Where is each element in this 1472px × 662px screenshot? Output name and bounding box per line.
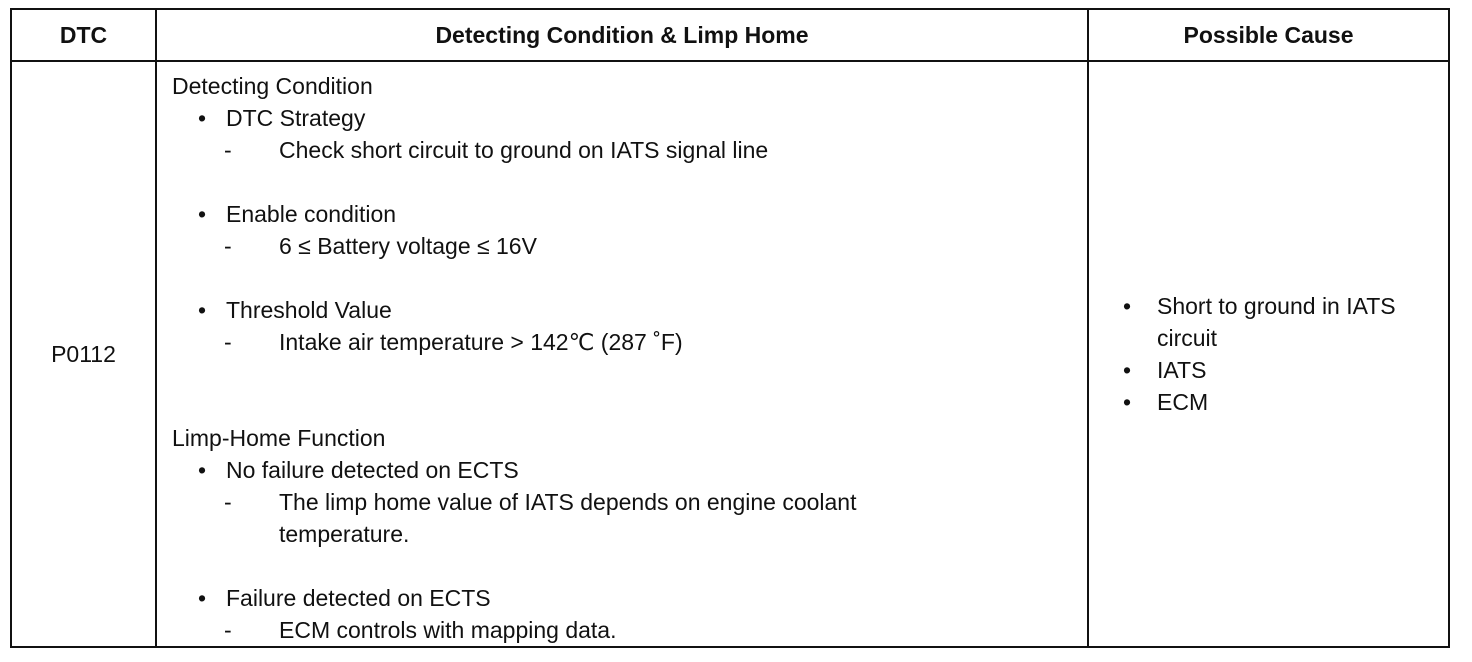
list-item (1123, 290, 1448, 354)
bullet-icon: • (1123, 357, 1132, 383)
list-item-detail (224, 326, 1087, 358)
item-label: Failure detected on ECTS (226, 585, 491, 611)
item-detail: The limp home value of IATS depends on engine coolant temperature. (279, 489, 857, 547)
item-label: Threshold Value (226, 297, 392, 323)
dtc-code: P0112 (11, 61, 156, 647)
cause-list (1089, 290, 1448, 418)
list-item (1123, 354, 1448, 386)
list-item-detail (224, 614, 1087, 646)
dash-icon: - (224, 489, 232, 515)
list-item-detail (224, 230, 1087, 262)
item-detail: 6 ≤ Battery voltage ≤ 16V (279, 233, 537, 259)
item-label: Enable condition (226, 201, 397, 227)
bullet-icon: • (198, 105, 207, 131)
bullet-icon: • (198, 585, 207, 611)
item-label: DTC Strategy (226, 105, 366, 131)
item-detail: Check short circuit to ground on IATS signal line (279, 137, 769, 163)
header-row (11, 9, 1449, 61)
cause-text: Short to ground in IATS circuit (1157, 293, 1396, 351)
bullet-icon: • (1123, 389, 1132, 415)
bullet-icon: • (1123, 293, 1132, 319)
dtc-table (10, 8, 1450, 648)
header-condition: Detecting Condition & Limp Home (156, 9, 1088, 61)
list-item (198, 198, 1087, 230)
condition-cell (156, 61, 1088, 647)
header-cause: Possible Cause (1088, 9, 1449, 61)
list-item (198, 582, 1087, 614)
detecting-condition-title: Detecting Condition (172, 73, 373, 99)
header-dtc: DTC (11, 9, 156, 61)
list-item (1123, 386, 1448, 418)
cause-text: ECM (1157, 389, 1209, 415)
limp-home-title: Limp-Home Function (172, 425, 386, 451)
list-item (198, 454, 1087, 486)
list-item (198, 294, 1087, 326)
bullet-icon: • (198, 201, 207, 227)
dash-icon: - (224, 329, 232, 355)
dash-icon: - (224, 617, 232, 643)
item-label: No failure detected on ECTS (226, 457, 519, 483)
cause-text: IATS (1157, 357, 1207, 383)
list-item-detail (224, 486, 1087, 550)
bullet-icon: • (198, 297, 207, 323)
bullet-icon: • (198, 457, 207, 483)
table-row (11, 61, 1449, 647)
list-item (198, 102, 1087, 134)
list-item-detail (224, 134, 1087, 166)
dash-icon: - (224, 233, 232, 259)
item-detail: Intake air temperature > 142℃ (287 ˚F) (279, 329, 683, 355)
cause-cell (1088, 61, 1449, 647)
item-detail: ECM controls with mapping data. (279, 617, 617, 643)
dash-icon: - (224, 137, 232, 163)
